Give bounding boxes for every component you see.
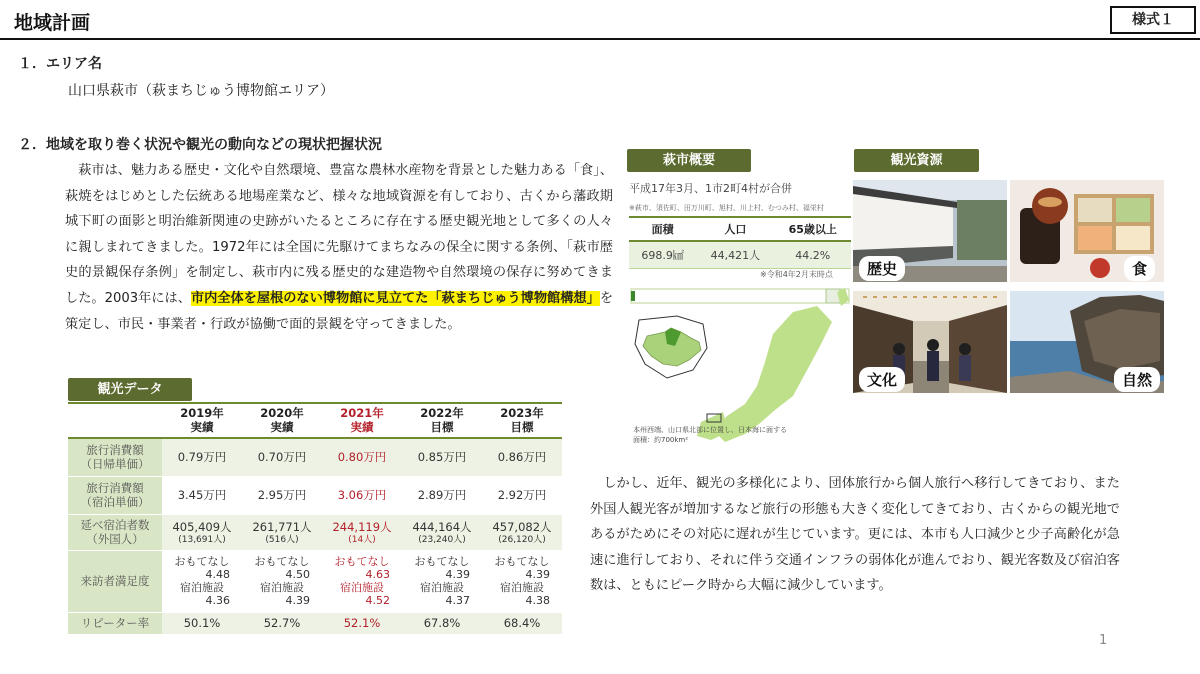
table-cell: 244,119人 (14人) bbox=[322, 514, 402, 550]
nature-label: 自然 bbox=[1114, 367, 1160, 392]
population-value: 44,421人 bbox=[696, 241, 774, 269]
tourism-data-table bbox=[68, 402, 562, 635]
merger-municipalities: ※萩市、須佐町、田万川町、旭村、川上村、むつみ村、福栄村 bbox=[629, 204, 824, 212]
food-photo bbox=[1010, 180, 1164, 282]
header-rule bbox=[0, 38, 1200, 40]
elderly-value: 44.2% bbox=[775, 241, 851, 269]
col-2021: 2021年 実績 bbox=[340, 406, 384, 434]
table-row bbox=[68, 438, 562, 476]
row-label: 延べ宿泊者数 （外国人） bbox=[68, 514, 162, 550]
table-cell: おもてなし 4.50 宿泊施設 4.39 bbox=[242, 550, 322, 612]
area-value: 698.9㎢ bbox=[629, 241, 696, 269]
area-name: 山口県萩市（萩まちじゅう博物館エリア） bbox=[68, 83, 334, 99]
history-label: 歴史 bbox=[859, 256, 905, 281]
row-label: リピーター率 bbox=[68, 612, 162, 634]
culture-photo bbox=[853, 291, 1007, 393]
table-cell: 68.4% bbox=[482, 612, 562, 634]
table-row bbox=[68, 514, 562, 550]
table-cell: 2.89万円 bbox=[402, 476, 482, 514]
page-number: 1 bbox=[1099, 633, 1108, 648]
area-header: 面積 bbox=[629, 217, 696, 241]
col-2019: 2019年 実績 bbox=[180, 406, 224, 434]
merger-note: 平成17年3月、1市2町4村が合併 bbox=[629, 182, 792, 195]
table-row bbox=[68, 612, 562, 634]
table-cell: 444,164人 (23,240人) bbox=[402, 514, 482, 550]
highlighted-concept: 市内全体を屋根のない博物館に見立てた「萩まちじゅう博物館構想」 bbox=[190, 290, 600, 306]
table-cell: 52.7% bbox=[242, 612, 322, 634]
table-header-row bbox=[68, 403, 562, 438]
table-cell: 52.1% bbox=[322, 612, 402, 634]
tourism-data-label: 観光データ bbox=[68, 378, 192, 401]
table-cell: 3.06万円 bbox=[322, 476, 402, 514]
location-note: 本州西端、山口県北部に位置し、日本海に面する bbox=[633, 426, 787, 434]
table-cell: 50.1% bbox=[162, 612, 242, 634]
table-cell: 0.79万円 bbox=[162, 438, 242, 476]
table-cell: 0.80万円 bbox=[322, 438, 402, 476]
as-of-note: ※令和4年2月末時点 bbox=[760, 270, 833, 279]
table-cell: 261,771人 (516人) bbox=[242, 514, 322, 550]
table-cell: 2.92万円 bbox=[482, 476, 562, 514]
col-2022: 2022年 目標 bbox=[420, 406, 464, 434]
page-title: 地域計画 bbox=[14, 12, 91, 34]
col-2020: 2020年 実績 bbox=[260, 406, 304, 434]
row-label: 旅行消費額 （宿泊単価） bbox=[68, 476, 162, 514]
body-text-part2: を策定し、市民・事業者・行政が協働で面的景観を守ってきました。 bbox=[65, 290, 614, 332]
table-cell: 457,082人 (26,120人) bbox=[482, 514, 562, 550]
location-notes bbox=[633, 425, 787, 445]
row-label: 来訪者満足度 bbox=[68, 550, 162, 612]
table-cell: 0.70万円 bbox=[242, 438, 322, 476]
table-cell: 0.86万円 bbox=[482, 438, 562, 476]
body-text-part1: 萩市は、魅力ある歴史・文化や自然環境、豊富な農林水産物を背景とした魅力ある「食」、萩焼をはじめとした伝統ある地場産業など、様々な地域資源を有しており、古くから藩政期城下町の面影と明治維新関連の史跡がいたるところに存在する歴史観光地として多くの人々に親しまれてきました。1972年には全国に先駆けてまちなみの保全に関する条例、「萩市歴史的景観保存条例」を制定し、萩市内に残る歴史的な建造物や自然環境の保存に努めてきました。2003年には、 bbox=[65, 163, 613, 306]
culture-label: 文化 bbox=[859, 367, 905, 392]
food-label: 食 bbox=[1124, 256, 1155, 281]
section2-heading: ２．地域を取り巻く状況や観光の動向などの現状把握状況 bbox=[18, 137, 382, 153]
section2-body bbox=[65, 158, 613, 337]
table-cell: 0.85万円 bbox=[402, 438, 482, 476]
population-header: 人口 bbox=[696, 217, 774, 241]
form-number-badge: 様式１ bbox=[1110, 6, 1196, 34]
table-cell: 67.8% bbox=[402, 612, 482, 634]
table-cell: おもてなし 4.39 宿泊施設 4.37 bbox=[402, 550, 482, 612]
elderly-header: 65歳以上 bbox=[775, 217, 851, 241]
col-2023: 2023年 目標 bbox=[500, 406, 544, 434]
table-cell: 3.45万円 bbox=[162, 476, 242, 514]
section1-heading: １．エリア名 bbox=[18, 56, 102, 72]
location-note: 面積：約700km² bbox=[633, 436, 689, 444]
corner-cell bbox=[68, 403, 162, 438]
table-row bbox=[68, 550, 562, 612]
tourism-resources-label: 観光資源 bbox=[854, 149, 979, 172]
table-cell: 2.95万円 bbox=[242, 476, 322, 514]
japan-map-graphic bbox=[627, 284, 853, 444]
hagi-stats-table bbox=[629, 216, 851, 269]
table-cell: おもてなし 4.48 宿泊施設 4.36 bbox=[162, 550, 242, 612]
table-cell: 405,409人 (13,691人) bbox=[162, 514, 242, 550]
history-photo bbox=[853, 180, 1007, 282]
row-label: 旅行消費額 （日帰単価） bbox=[68, 438, 162, 476]
location-map bbox=[627, 284, 853, 444]
table-cell: おもてなし 4.63 宿泊施設 4.52 bbox=[322, 550, 402, 612]
recent-trends-text: しかし、近年、観光の多様化により、団体旅行から個人旅行へ移行してきており、また外国人観光客が増加するなど旅行の形態も大きく変化してきており、古くからの観光地であるがためにその対応に遅れが生じています。更には、本市も人口減少と少子高齢化が急速に進行しており、それに伴う交通インフラの弱体化が進んでおり、観光客数及び宿泊客数は、ともにピーク時から大幅に減少しています。 bbox=[590, 476, 1120, 594]
hagi-overview-label: 萩市概要 bbox=[627, 149, 751, 172]
table-cell: おもてなし 4.39 宿泊施設 4.38 bbox=[482, 550, 562, 612]
nature-photo bbox=[1010, 291, 1164, 393]
table-row bbox=[68, 476, 562, 514]
